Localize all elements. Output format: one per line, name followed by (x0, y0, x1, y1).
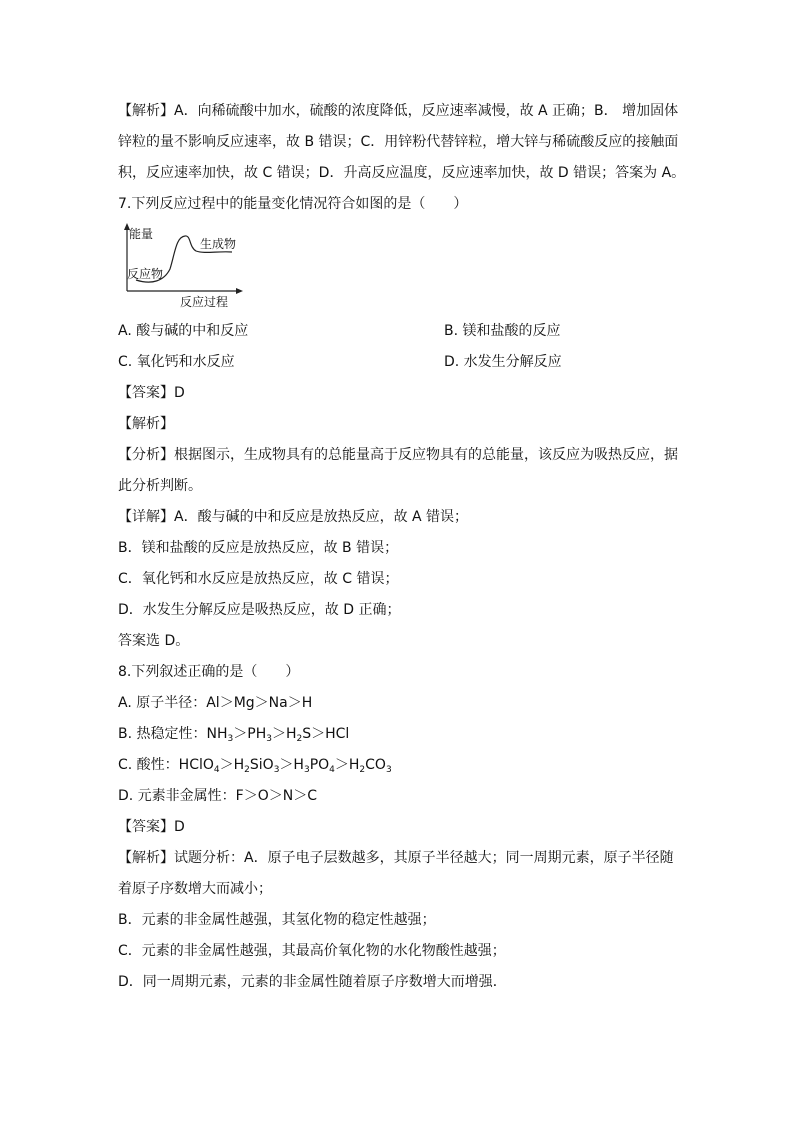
q7-fenxi-line-1: 【分析】根据图示，生成物具有的总能量高于反应物具有的总能量，该反应为吸热反应，据 (118, 447, 678, 463)
q6-analysis-line-1: 【解析】A．向稀硫酸中加水，硫酸的浓度降低，反应速率减慢，故 A 正确；B． 增加固体 (118, 103, 679, 119)
q8-c-sub-3: 3 (273, 765, 280, 775)
q8-option-a: A. 原子半径：Al＞Mg＞Na＞H (118, 695, 313, 711)
q8-c-sub-7: 3 (385, 765, 392, 775)
q6-analysis-line-3: 积，反应速率加快，故 C 错误；D．升高反应温度，反应速率加快，故 D 错误；答案为 A。 (118, 165, 686, 181)
q8-c-part-4: ＞H (279, 757, 304, 773)
q7-conclusion: 答案选 D。 (118, 633, 190, 649)
q8-b-prefix: B. 热稳定性：NH (118, 726, 228, 742)
q6-analysis-line-2: 锌粒的量不影响反应速率，故 B 错误；C．用锌粉代替锌粒，增大锌与稀硫酸反应的接触面 (118, 134, 679, 150)
q8-option-c (118, 750, 678, 781)
q7-detail-c: C．氧化钙和水反应是放热反应，故 C 错误； (118, 571, 399, 587)
q8-answer: 【答案】D (118, 819, 185, 835)
q7-option-c: C. 氧化钙和水反应 (118, 354, 235, 370)
q7-answer: 【答案】D (118, 385, 185, 401)
energy-diagram (122, 223, 282, 313)
q7-fenxi-line-2: 此分析判断。 (118, 478, 202, 494)
q8-b-sub-1: 3 (227, 734, 234, 744)
q8-analysis-line-2: 着原子序数增大而减小； (118, 881, 272, 897)
q8-c-sub-6: 2 (359, 765, 366, 775)
x-axis-label: 反应过程 (180, 295, 229, 309)
q7-detail-b: B．镁和盐酸的反应是放热反应，故 B 错误； (118, 540, 399, 556)
q8-c-sub-4: 3 (303, 765, 310, 775)
q8-c-part-3: SiO (249, 757, 274, 773)
q8-analysis-c: C．元素的非金属性越强，其最高价氧化物的水化物酸性越强； (118, 943, 506, 959)
q7-detail-d: D．水发生分解反应是吸热反应，故 D 正确； (118, 602, 401, 618)
document-page (118, 96, 686, 998)
q8-c-part-6: ＞H (334, 757, 360, 773)
q8-b-part-2: ＞PH (233, 726, 267, 742)
q8-analysis-b: B．元素的非金属性越强，其氢化物的稳定性越强； (118, 912, 436, 928)
q8-c-sub-1: 4 (213, 765, 220, 775)
q8-analysis-d: D．同一周期元素，元素的非金属性随着原子序数增大而增强． (118, 974, 507, 990)
q8-c-part-2: ＞H (219, 757, 245, 773)
q8-b-sub-3: 2 (296, 734, 303, 744)
q8-c-sub-5: 4 (329, 765, 335, 775)
q8-option-d: D. 元素非金属性：F＞O＞N＞C (118, 788, 318, 804)
y-axis-label: 能量 (129, 227, 154, 241)
q7-detail-a: 【详解】A．酸与碱的中和反应是放热反应，故 A 错误； (118, 509, 469, 525)
reactant-label: 反应物 (127, 267, 164, 281)
q8-b-part-3: ＞H (271, 726, 297, 742)
q8-analysis-line-1: 【解析】试题分析：A．原子电子层数越多，其原子半径越大；同一周期元素，原子半径随 (118, 850, 674, 866)
q8-b-sub-2: 3 (266, 734, 272, 744)
x-axis-arrow (236, 288, 243, 294)
q8-stem: 8.下列叙述正确的是（ ） (118, 664, 300, 680)
q7-jiexi-heading: 【解析】 (118, 416, 174, 432)
q7-option-d: D. 水发生分解反应 (444, 354, 562, 370)
q8-c-prefix: C. 酸性：HClO (118, 757, 214, 773)
q7-option-a: A. 酸与碱的中和反应 (118, 323, 249, 339)
q8-c-part-5: PO (309, 757, 330, 773)
product-label: 生成物 (200, 237, 237, 251)
q7-stem: 7.下列反应过程中的能量变化情况符合如图的是（ ） (118, 196, 468, 212)
q7-option-b: B. 镁和盐酸的反应 (444, 323, 561, 339)
q8-option-b (118, 719, 678, 750)
q8-b-part-4: S＞HCl (302, 726, 350, 742)
q8-c-sub-2: 2 (244, 765, 250, 775)
q7-options (118, 316, 678, 378)
q8-c-part-7: CO (365, 757, 386, 773)
